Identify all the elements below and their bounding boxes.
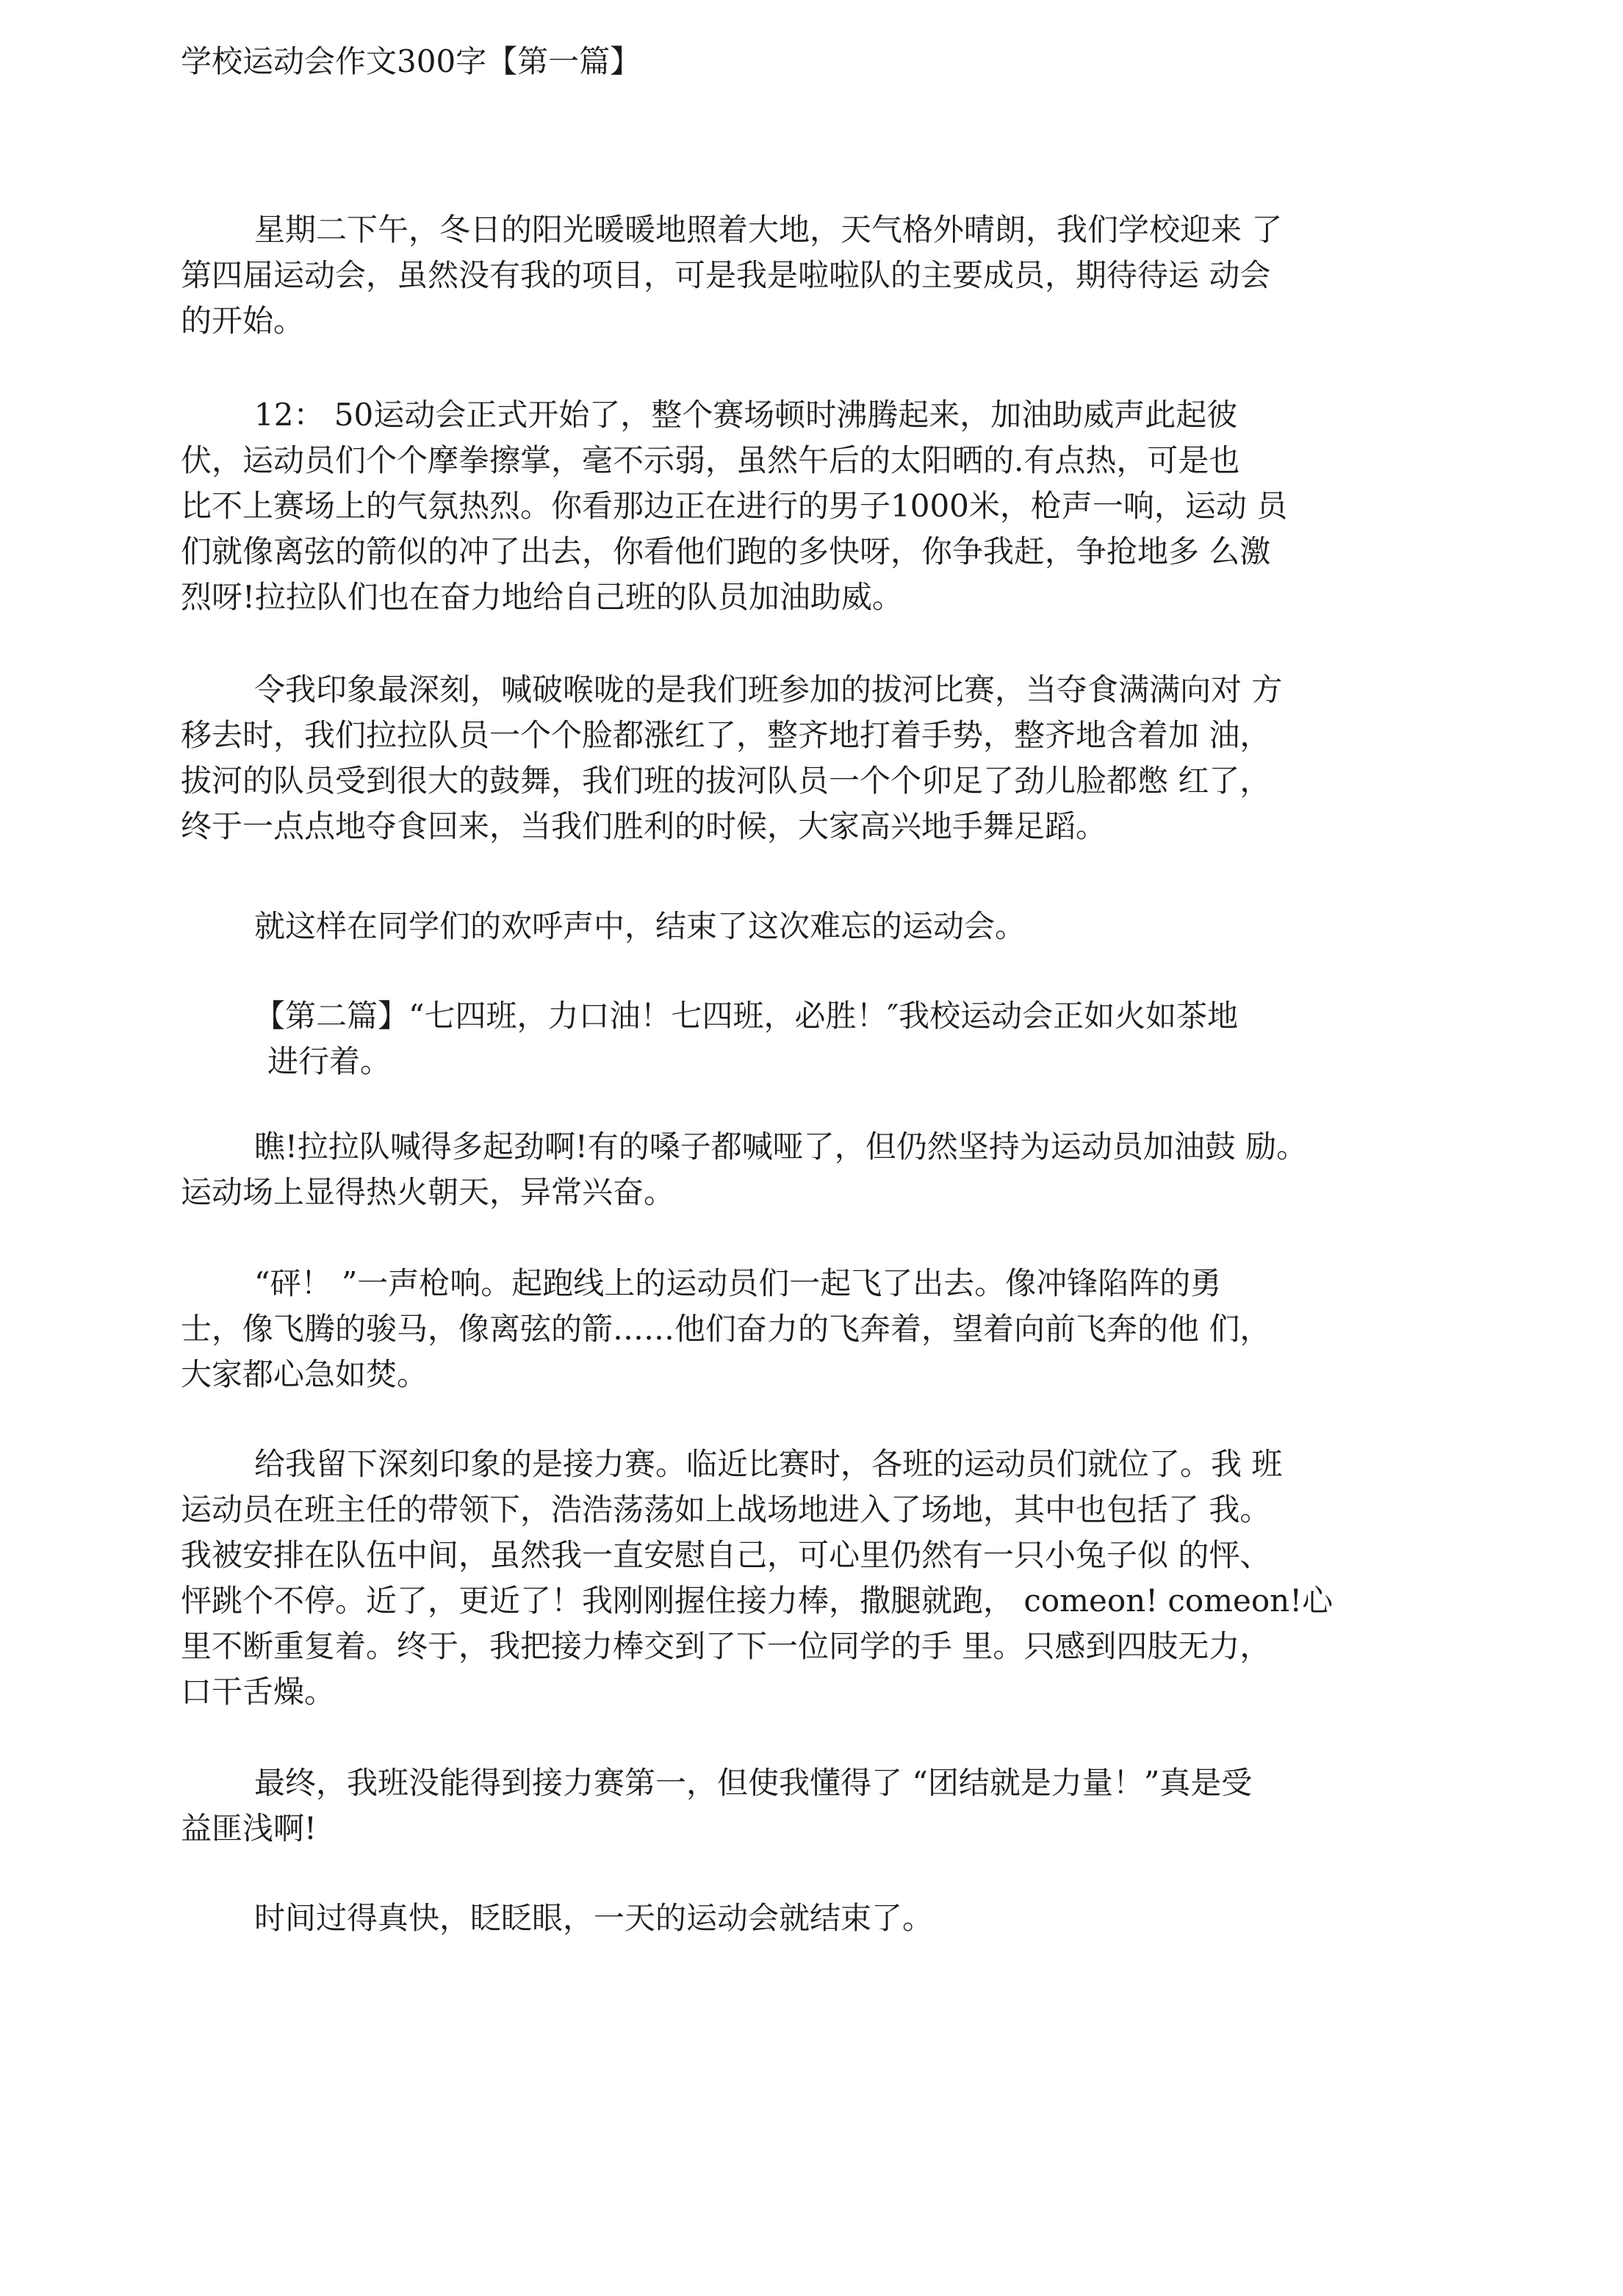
- paragraph-9: [181, 1760, 1459, 1851]
- text-line: 烈呀!拉拉队们也在奋力地给自己班的队员加油助威。: [181, 579, 903, 615]
- text-line: 移去时，我们拉拉队员一个个脸都涨红了，整齐地打着手势，整齐地含着加 油，: [181, 717, 1271, 753]
- text-line: 拔河的队员受到很大的鼓舞，我们班的拔河队员一个个卯足了劲儿脸都憋 红了，: [181, 763, 1271, 799]
- text-line: 最终，我班没能得到接力赛第一，但使我懂得了 “团结就是力量！”真是受: [254, 1765, 1253, 1801]
- paragraph-2: [181, 392, 1459, 620]
- paragraph-3: [181, 667, 1459, 849]
- text-line: 运动场上显得热火朝天，异常兴奋。: [181, 1174, 675, 1210]
- paragraph-6: [181, 1124, 1459, 1215]
- text-line: “砰！ ”一声枪响。起跑线上的运动员们一起飞了出去。像冲锋陷阵的勇: [254, 1265, 1222, 1301]
- text-line: 我被安排在队伍中间，虽然我一直安慰自己，可心里仍然有一只小兔子似 的怦、: [181, 1537, 1271, 1573]
- paragraph-10: [181, 1896, 1459, 1941]
- text-line: 进行着。: [267, 1043, 392, 1079]
- text-line: 瞧!拉拉队喊得多起劲啊!有的嗓子都喊哑了，但仍然坚持为运动员加油鼓 励。: [254, 1129, 1308, 1165]
- document-title: 学校运动会作文300字【第一篇】: [181, 43, 641, 79]
- paragraph-5: [181, 993, 1459, 1084]
- text-line: 运动员在班主任的带领下，浩浩荡荡如上战场地进入了场地，其中也包括了 我。: [181, 1491, 1271, 1527]
- text-line: 士，像飞腾的骏马，像离弦的箭……他们奋力的飞奔着，望着向前飞奔的他 们，: [181, 1311, 1271, 1347]
- text-line: 第四届运动会，虽然没有我的项目，可是我是啦啦队的主要成员，期待待运 动会: [181, 257, 1271, 293]
- text-line: 令我印象最深刻，喊破喉咙的是我们班参加的拔河比赛，当夺食满满向对 方: [254, 672, 1283, 708]
- paragraph-4: [181, 904, 1459, 949]
- paragraph-1: [181, 207, 1459, 344]
- paragraph-8: [181, 1442, 1459, 1715]
- text-line: 大家都心急如焚。: [181, 1356, 428, 1392]
- paragraph-7: [181, 1261, 1459, 1397]
- text-line: 【第二篇】“七四班，力口油！七四班，必胜！″我校运动会正如火如茶地: [254, 998, 1239, 1034]
- text-line: 终于一点点地夺食回来，当我们胜利的时候，大家高兴地手舞足蹈。: [181, 808, 1107, 844]
- text-line: 们就像离弦的箭似的冲了出去，你看他们跑的多快呀，你争我赶，争抢地多 么激: [181, 533, 1271, 569]
- text-line: 里不断重复着。终于，我把接力棒交到了下一位同学的手 里。只感到四肢无力，: [181, 1628, 1271, 1664]
- text-line: 比不上赛场上的气氛热烈。你看那边正在进行的男子1000米，枪声一响，运动 员: [181, 488, 1288, 524]
- text-line: 就这样在同学们的欢呼声中，结束了这次难忘的运动会。: [254, 908, 1026, 944]
- text-line: 怦跳个不停。近了，更近了！我刚刚握住接力棒，撒腿就跑， comeon! comeon!心: [181, 1583, 1334, 1619]
- text-line: 星期二下午，冬日的阳光暖暖地照着大地，天气格外晴朗，我们学校迎来 了: [254, 212, 1283, 248]
- text-line: 给我留下深刻印象的是接力赛。临近比赛时，各班的运动员们就位了。我 班: [254, 1446, 1283, 1482]
- text-line: 伏，运动员们个个摩拳擦掌，毫不示弱，虽然午后的太阳晒的.有点热，可是也: [181, 442, 1240, 478]
- text-line: 时间过得真快，眨眨眼，一天的运动会就结束了。: [254, 1900, 934, 1936]
- text-line: 的开始。: [181, 303, 305, 339]
- text-line: 12： 50运动会正式开始了，整个赛场顿时沸腾起来，加油助威声此起彼: [254, 397, 1238, 433]
- text-line: 益匪浅啊!: [181, 1810, 317, 1846]
- text-line: 口干舌燥。: [181, 1674, 336, 1710]
